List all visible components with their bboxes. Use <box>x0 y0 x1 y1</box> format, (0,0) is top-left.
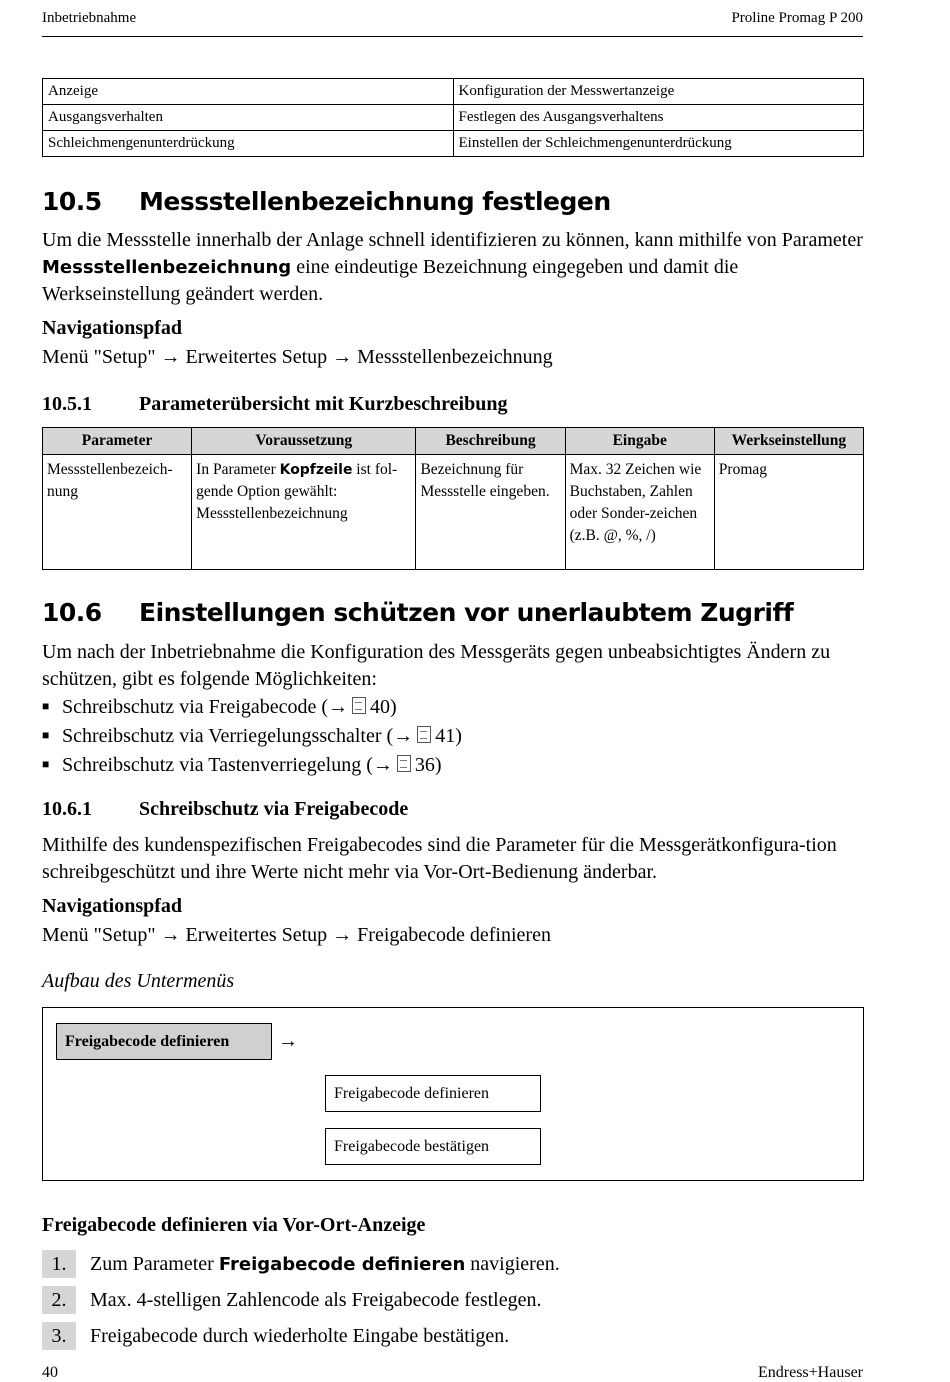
step-text: Freigabecode durch wiederholte Eingabe bestätigen. <box>90 1325 510 1347</box>
table-row <box>43 455 864 570</box>
param-name: Freigabecode definieren <box>218 1254 466 1275</box>
step-number: 3. <box>42 1322 76 1350</box>
wizard-table <box>42 78 864 157</box>
page-header <box>42 8 863 37</box>
subsection-title: Parameterübersicht mit Kurzbeschreibung <box>139 393 508 415</box>
text: Schreibschutz via Freigabecode (→ <box>62 696 349 718</box>
column-header: Voraussetzung <box>192 428 416 455</box>
subsection-heading-10-5-1 <box>42 393 507 416</box>
text: Schreibschutz via Verriegelungsschalter (→ <box>62 725 414 747</box>
header-chapter: Inbetriebnahme <box>42 10 137 26</box>
table-cell: Einstellen der Schleichmengenunterdrückung <box>453 131 864 157</box>
submenu-item-box: Freigabecode definieren <box>325 1075 541 1112</box>
step-text <box>90 1250 560 1279</box>
table-cell: Konfiguration der Messwertanzeige <box>453 79 864 105</box>
step-text: Max. 4-stelligen Zahlencode als Freigabecode festlegen. <box>90 1289 542 1311</box>
text: In Parameter <box>196 461 280 478</box>
table-cell: Anzeige <box>43 79 454 105</box>
subsection-number: 10.6.1 <box>42 798 92 820</box>
list-item <box>42 721 462 750</box>
subsection-heading-10-6-1 <box>42 798 408 821</box>
text: Zum Parameter <box>90 1253 219 1275</box>
section-title: Einstellungen schützen vor unerlaubtem Zugriff <box>139 598 794 627</box>
submenu-main-box: Freigabecode definieren <box>56 1023 272 1060</box>
nav-path: Menü "Setup" → Erweitertes Setup → Messstellenbezeichnung <box>42 346 553 368</box>
table-row <box>43 131 864 157</box>
bullet-list <box>42 692 462 779</box>
page-number: 40 <box>42 1364 58 1381</box>
text: Schreibschutz via Tastenverriegelung (→ <box>62 754 393 776</box>
step-number: 1. <box>42 1250 76 1278</box>
section-number: 10.6 <box>42 598 102 627</box>
page-reference-icon <box>352 697 366 714</box>
table-cell: Promag <box>714 455 863 570</box>
text: Um die Messstelle innerhalb der Anlage schnell identifizieren zu können, kann mithilfe von Parameter <box>42 229 863 251</box>
table-cell: Max. 32 Zeichen wie Buchstaben, Zahlen oder Sonder-zeichen (z.B. @, %, /) <box>565 455 714 570</box>
column-header: Beschreibung <box>416 428 565 455</box>
page-link[interactable]: 40) <box>370 696 397 718</box>
list-item <box>42 692 462 721</box>
subsection-number: 10.5.1 <box>42 393 92 415</box>
section-paragraph: Um nach der Inbetriebnahme die Konfiguration des Messgeräts gegen unbeabsichtigtes Ändern zu schützen, gibt es folgende Möglichkeiten: <box>42 641 831 690</box>
nav-label: Navigationspfad <box>42 317 183 339</box>
param-name: Messstellenbezeichnung <box>42 257 292 278</box>
submenu-diagram <box>42 1007 864 1181</box>
section-paragraph <box>42 227 864 308</box>
column-header: Eingabe <box>565 428 714 455</box>
table-cell: Messstellenbezeich-nung <box>43 455 192 570</box>
submenu-caption: Aufbau des Untermenüs <box>42 970 235 992</box>
subsection-title: Schreibschutz via Freigabecode <box>139 798 409 820</box>
text: ist fol-gende Option gewählt: Messstellenbezeichnung <box>196 461 398 522</box>
page-reference-icon <box>397 755 411 772</box>
section-number: 10.5 <box>42 187 102 216</box>
section-paragraph: Mithilfe des kundenspezifischen Freigabecodes sind die Parameter für die Messgerätkonfigura-tion schreibgeschützt und ihre Werte nicht mehr via Vor-Ort-Bedienung änderbar. <box>42 834 837 883</box>
page-reference-icon <box>417 726 431 743</box>
section-title: Messstellenbezeichnung festlegen <box>139 187 611 216</box>
header-product: Proline Promag P 200 <box>731 10 863 26</box>
section-heading-10-5 <box>42 187 611 216</box>
table-cell: Schleichmengenunterdrückung <box>43 131 454 157</box>
table-cell: Festlegen des Ausgangsverhaltens <box>453 105 864 131</box>
param-name: Kopfzeile <box>279 462 353 478</box>
brand-name: Endress+Hauser <box>758 1364 863 1381</box>
step-number: 2. <box>42 1286 76 1314</box>
nav-path: Menü "Setup" → Erweitertes Setup → Freigabecode definieren <box>42 924 551 946</box>
parameter-table <box>42 427 864 570</box>
column-header: Parameter <box>43 428 192 455</box>
table-cell: Bezeichnung für Messstelle eingeben. <box>416 455 565 570</box>
page-link[interactable]: 41) <box>435 725 462 747</box>
section-heading-10-6 <box>42 598 793 627</box>
table-cell <box>192 455 416 570</box>
table-row <box>43 79 864 105</box>
table-row <box>43 105 864 131</box>
submenu-item-box: Freigabecode bestätigen <box>325 1128 541 1165</box>
arrow-right-icon: → <box>278 1030 298 1052</box>
list-item <box>42 750 462 779</box>
page-link[interactable]: 36) <box>414 754 442 776</box>
column-header: Werkseinstellung <box>714 428 863 455</box>
table-header-row <box>43 428 864 455</box>
nav-label: Navigationspfad <box>42 895 183 917</box>
procedure-title: Freigabecode definieren via Vor-Ort-Anzeige <box>42 1214 426 1236</box>
text: navigieren. <box>465 1253 560 1275</box>
text: eine eindeutige Bezeichnung eingegeben und damit die Werkseinstellung geändert werden. <box>42 256 739 305</box>
table-cell: Ausgangsverhalten <box>43 105 454 131</box>
